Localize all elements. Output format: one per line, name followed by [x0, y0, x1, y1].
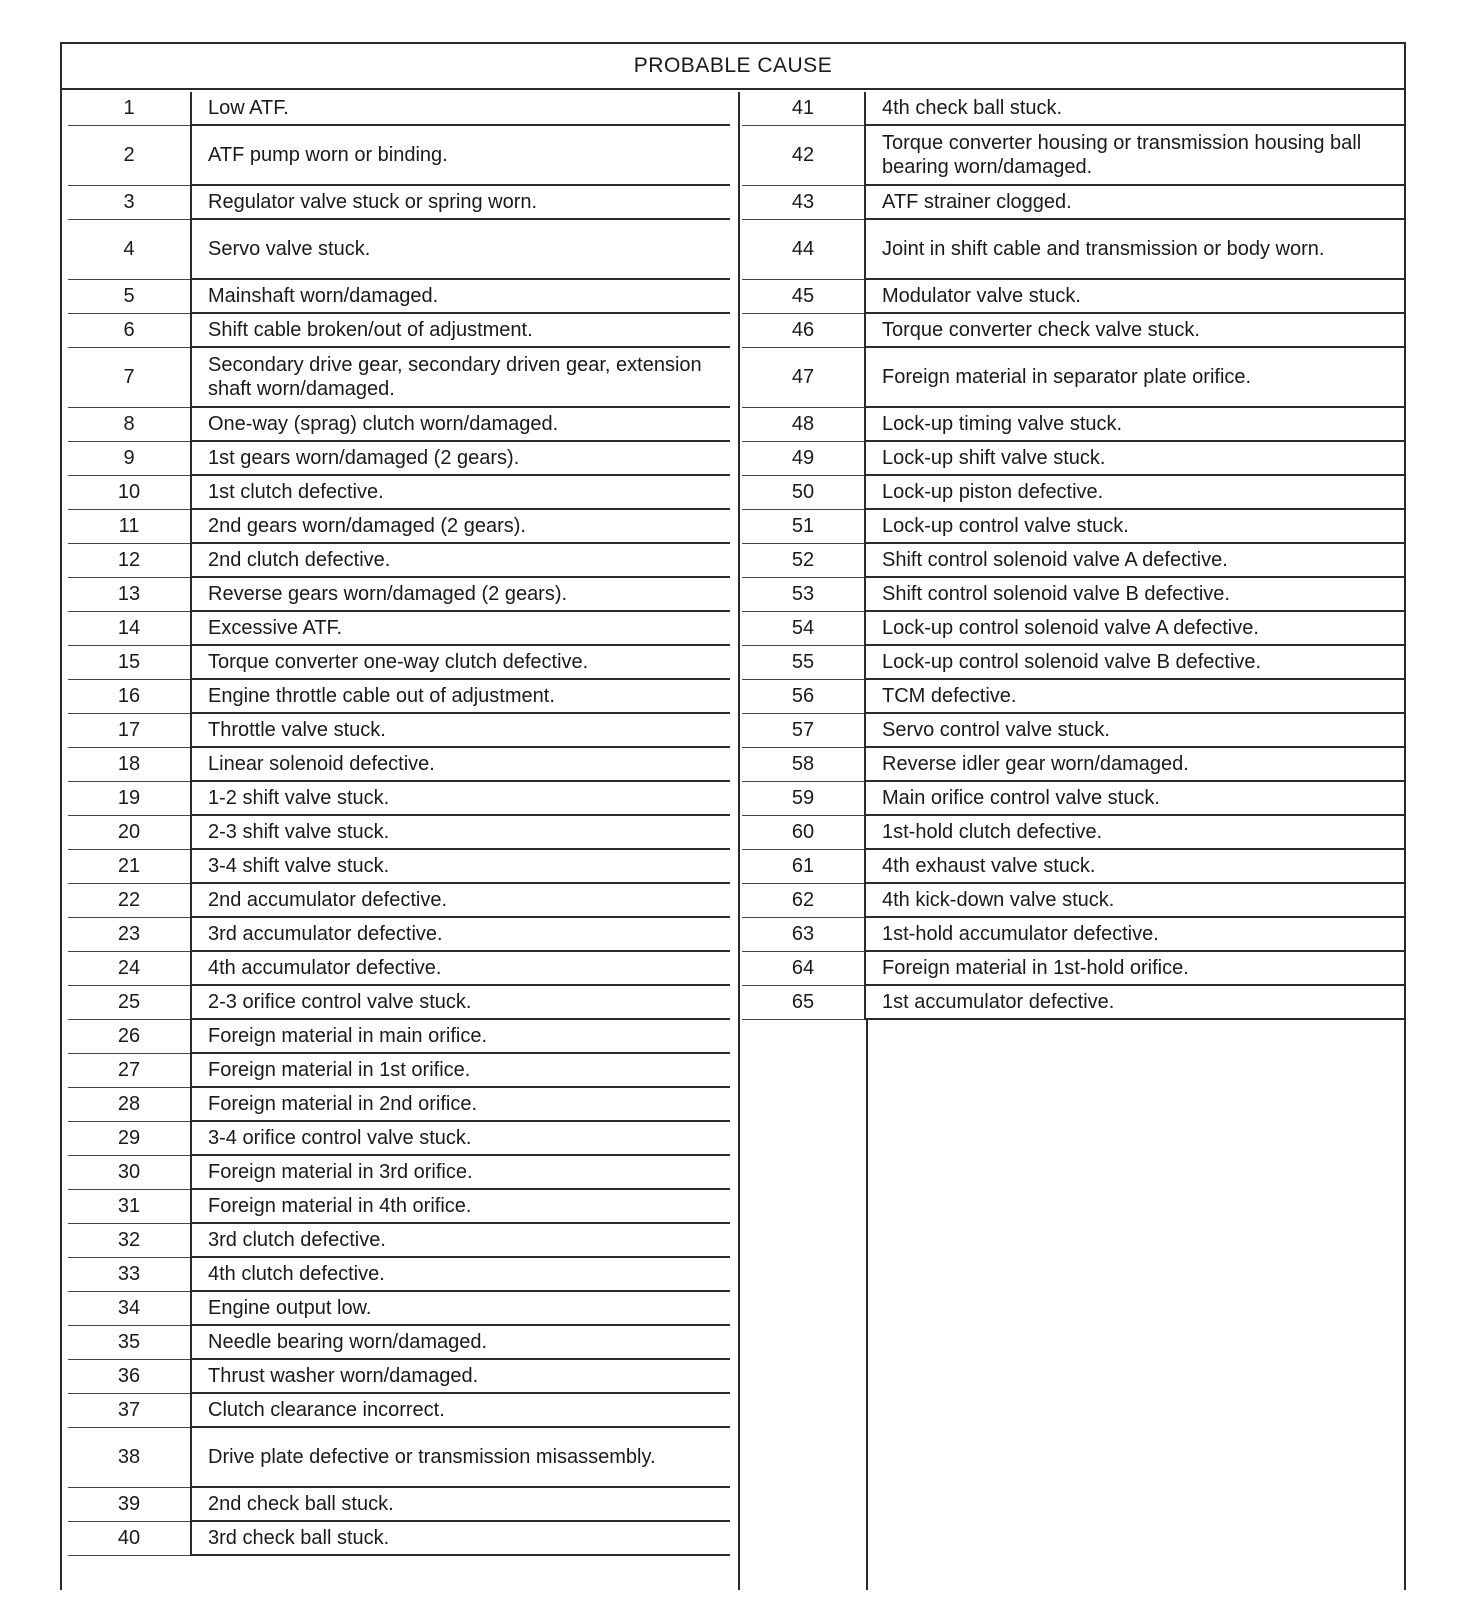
- cause-row: [68, 850, 730, 884]
- cause-number: 64: [742, 952, 864, 986]
- cause-row: [68, 186, 730, 220]
- cause-description: 2nd clutch defective.: [190, 544, 730, 578]
- cause-row: [68, 952, 730, 986]
- cause-description: Servo control valve stuck.: [864, 714, 1406, 748]
- cause-description: 1st clutch defective.: [190, 476, 730, 510]
- cause-row: [742, 884, 1406, 918]
- cause-description: Engine output low.: [190, 1292, 730, 1326]
- left-cause-column: [68, 92, 730, 1590]
- cause-row: [68, 680, 730, 714]
- cause-row: [742, 510, 1406, 544]
- cause-description: ATF pump worn or binding.: [190, 126, 730, 186]
- cause-row: [68, 1326, 730, 1360]
- cause-description: Shift control solenoid valve B defective.: [864, 578, 1406, 612]
- cause-number: 11: [68, 510, 190, 544]
- cause-description: Lock-up piston defective.: [864, 476, 1406, 510]
- cause-number: 60: [742, 816, 864, 850]
- cause-row: [68, 408, 730, 442]
- cause-number: 53: [742, 578, 864, 612]
- cause-number: 61: [742, 850, 864, 884]
- cause-number: 24: [68, 952, 190, 986]
- cause-row: [68, 884, 730, 918]
- cause-description: Regulator valve stuck or spring worn.: [190, 186, 730, 220]
- cause-description: Modulator valve stuck.: [864, 280, 1406, 314]
- cause-row: [68, 578, 730, 612]
- cause-number: 30: [68, 1156, 190, 1190]
- cause-row: [68, 1428, 730, 1488]
- cause-number: 5: [68, 280, 190, 314]
- cause-row: [68, 748, 730, 782]
- cause-number: 3: [68, 186, 190, 220]
- cause-number: 43: [742, 186, 864, 220]
- cause-description: 2-3 orifice control valve stuck.: [190, 986, 730, 1020]
- cause-row: [68, 1122, 730, 1156]
- cause-description: Throttle valve stuck.: [190, 714, 730, 748]
- center-divider: [738, 92, 740, 1590]
- cause-number: 55: [742, 646, 864, 680]
- cause-row: [68, 1360, 730, 1394]
- cause-row: [68, 782, 730, 816]
- cause-row: [68, 918, 730, 952]
- cause-row: [742, 714, 1406, 748]
- cause-row: [68, 314, 730, 348]
- cause-description: Shift control solenoid valve A defective.: [864, 544, 1406, 578]
- cause-description: Reverse idler gear worn/damaged.: [864, 748, 1406, 782]
- cause-description: Foreign material in 3rd orifice.: [190, 1156, 730, 1190]
- cause-number: 12: [68, 544, 190, 578]
- cause-description: 4th check ball stuck.: [864, 92, 1406, 126]
- right-column-divider: [866, 1020, 868, 1590]
- cause-description: Thrust washer worn/damaged.: [190, 1360, 730, 1394]
- cause-description: Foreign material in main orifice.: [190, 1020, 730, 1054]
- cause-row: [742, 348, 1406, 408]
- cause-number: 56: [742, 680, 864, 714]
- cause-number: 39: [68, 1488, 190, 1522]
- cause-row: [68, 646, 730, 680]
- cause-number: 50: [742, 476, 864, 510]
- cause-description: Foreign material in 1st-hold orifice.: [864, 952, 1406, 986]
- cause-description: TCM defective.: [864, 680, 1406, 714]
- cause-description: 4th exhaust valve stuck.: [864, 850, 1406, 884]
- cause-number: 38: [68, 1428, 190, 1488]
- cause-number: 48: [742, 408, 864, 442]
- cause-number: 22: [68, 884, 190, 918]
- cause-description: Clutch clearance incorrect.: [190, 1394, 730, 1428]
- cause-number: 15: [68, 646, 190, 680]
- cause-row: [742, 782, 1406, 816]
- cause-number: 33: [68, 1258, 190, 1292]
- cause-description: Torque converter one-way clutch defective.: [190, 646, 730, 680]
- cause-row: [68, 816, 730, 850]
- cause-number: 65: [742, 986, 864, 1020]
- cause-description: One-way (sprag) clutch worn/damaged.: [190, 408, 730, 442]
- cause-description: Shift cable broken/out of adjustment.: [190, 314, 730, 348]
- cause-number: 21: [68, 850, 190, 884]
- cause-number: 1: [68, 92, 190, 126]
- cause-number: 44: [742, 220, 864, 280]
- cause-description: 2nd check ball stuck.: [190, 1488, 730, 1522]
- cause-number: 52: [742, 544, 864, 578]
- cause-description: 3-4 shift valve stuck.: [190, 850, 730, 884]
- cause-description: 1-2 shift valve stuck.: [190, 782, 730, 816]
- cause-row: [68, 1292, 730, 1326]
- cause-row: [68, 544, 730, 578]
- cause-number: 20: [68, 816, 190, 850]
- cause-description: Torque converter housing or transmission housing ball bearing worn/damaged.: [864, 126, 1406, 186]
- cause-description: 2nd gears worn/damaged (2 gears).: [190, 510, 730, 544]
- cause-row: [742, 408, 1406, 442]
- cause-row: [68, 348, 730, 408]
- cause-row: [742, 816, 1406, 850]
- cause-row: [742, 748, 1406, 782]
- cause-description: 3rd check ball stuck.: [190, 1522, 730, 1556]
- cause-number: 7: [68, 348, 190, 408]
- cause-number: 10: [68, 476, 190, 510]
- cause-row: [68, 1020, 730, 1054]
- cause-row: [742, 986, 1406, 1020]
- cause-description: Low ATF.: [190, 92, 730, 126]
- cause-row: [68, 1522, 730, 1556]
- cause-number: 9: [68, 442, 190, 476]
- cause-number: 26: [68, 1020, 190, 1054]
- cause-description: 1st-hold clutch defective.: [864, 816, 1406, 850]
- cause-row: [742, 476, 1406, 510]
- cause-row: [68, 986, 730, 1020]
- cause-description: 4th accumulator defective.: [190, 952, 730, 986]
- cause-row: [68, 1054, 730, 1088]
- cause-row: [742, 952, 1406, 986]
- cause-number: 58: [742, 748, 864, 782]
- cause-description: Engine throttle cable out of adjustment.: [190, 680, 730, 714]
- cause-description: Excessive ATF.: [190, 612, 730, 646]
- cause-number: 62: [742, 884, 864, 918]
- cause-number: 28: [68, 1088, 190, 1122]
- cause-row: [68, 510, 730, 544]
- cause-description: 1st accumulator defective.: [864, 986, 1406, 1020]
- cause-number: 49: [742, 442, 864, 476]
- cause-number: 41: [742, 92, 864, 126]
- cause-number: 19: [68, 782, 190, 816]
- cause-description: Foreign material in 4th orifice.: [190, 1190, 730, 1224]
- cause-number: 4: [68, 220, 190, 280]
- cause-description: 1st gears worn/damaged (2 gears).: [190, 442, 730, 476]
- cause-number: 34: [68, 1292, 190, 1326]
- table-header: PROBABLE CAUSE: [60, 42, 1406, 90]
- cause-row: [68, 126, 730, 186]
- cause-row: [68, 1224, 730, 1258]
- cause-description: Lock-up control solenoid valve A defective.: [864, 612, 1406, 646]
- cause-row: [68, 1088, 730, 1122]
- cause-number: 2: [68, 126, 190, 186]
- cause-description: 3rd accumulator defective.: [190, 918, 730, 952]
- cause-number: 54: [742, 612, 864, 646]
- cause-number: 45: [742, 280, 864, 314]
- cause-description: Lock-up control solenoid valve B defective.: [864, 646, 1406, 680]
- cause-description: Linear solenoid defective.: [190, 748, 730, 782]
- cause-row: [68, 92, 730, 126]
- cause-description: Foreign material in 2nd orifice.: [190, 1088, 730, 1122]
- cause-number: 40: [68, 1522, 190, 1556]
- cause-row: [68, 220, 730, 280]
- cause-number: 35: [68, 1326, 190, 1360]
- cause-row: [68, 442, 730, 476]
- cause-description: Lock-up shift valve stuck.: [864, 442, 1406, 476]
- cause-description: ATF strainer clogged.: [864, 186, 1406, 220]
- cause-number: 46: [742, 314, 864, 348]
- cause-description: Main orifice control valve stuck.: [864, 782, 1406, 816]
- cause-number: 31: [68, 1190, 190, 1224]
- cause-number: 6: [68, 314, 190, 348]
- cause-description: Joint in shift cable and transmission or body worn.: [864, 220, 1406, 280]
- cause-description: Torque converter check valve stuck.: [864, 314, 1406, 348]
- cause-number: 57: [742, 714, 864, 748]
- cause-number: 8: [68, 408, 190, 442]
- cause-number: 23: [68, 918, 190, 952]
- cause-description: 3-4 orifice control valve stuck.: [190, 1122, 730, 1156]
- cause-number: 47: [742, 348, 864, 408]
- cause-row: [742, 186, 1406, 220]
- cause-row: [742, 442, 1406, 476]
- cause-description: 2-3 shift valve stuck.: [190, 816, 730, 850]
- cause-number: 42: [742, 126, 864, 186]
- cause-row: [742, 918, 1406, 952]
- cause-row: [68, 714, 730, 748]
- cause-number: 63: [742, 918, 864, 952]
- cause-description: Lock-up control valve stuck.: [864, 510, 1406, 544]
- cause-description: Reverse gears worn/damaged (2 gears).: [190, 578, 730, 612]
- cause-row: [742, 92, 1406, 126]
- cause-row: [742, 646, 1406, 680]
- cause-number: 13: [68, 578, 190, 612]
- cause-number: 51: [742, 510, 864, 544]
- cause-row: [742, 314, 1406, 348]
- cause-number: 27: [68, 1054, 190, 1088]
- cause-number: 25: [68, 986, 190, 1020]
- cause-description: 4th kick-down valve stuck.: [864, 884, 1406, 918]
- cause-row: [742, 578, 1406, 612]
- cause-number: 32: [68, 1224, 190, 1258]
- cause-number: 36: [68, 1360, 190, 1394]
- cause-description: Foreign material in separator plate orifice.: [864, 348, 1406, 408]
- cause-row: [68, 1190, 730, 1224]
- cause-description: Drive plate defective or transmission misassembly.: [190, 1428, 730, 1488]
- cause-description: 2nd accumulator defective.: [190, 884, 730, 918]
- cause-row: [742, 126, 1406, 186]
- cause-number: 29: [68, 1122, 190, 1156]
- cause-row: [68, 1394, 730, 1428]
- cause-number: 59: [742, 782, 864, 816]
- cause-row: [742, 220, 1406, 280]
- cause-row: [742, 612, 1406, 646]
- cause-description: 4th clutch defective.: [190, 1258, 730, 1292]
- cause-row: [68, 476, 730, 510]
- cause-description: Needle bearing worn/damaged.: [190, 1326, 730, 1360]
- cause-description: Servo valve stuck.: [190, 220, 730, 280]
- cause-number: 17: [68, 714, 190, 748]
- cause-description: 3rd clutch defective.: [190, 1224, 730, 1258]
- cause-number: 37: [68, 1394, 190, 1428]
- cause-row: [68, 1156, 730, 1190]
- cause-number: 14: [68, 612, 190, 646]
- cause-row: [68, 612, 730, 646]
- cause-description: Secondary drive gear, secondary driven gear, extension shaft worn/damaged.: [190, 348, 730, 408]
- cause-row: [68, 280, 730, 314]
- cause-row: [742, 544, 1406, 578]
- right-cause-column: [742, 92, 1406, 1590]
- cause-row: [742, 280, 1406, 314]
- cause-row: [742, 850, 1406, 884]
- cause-number: 16: [68, 680, 190, 714]
- cause-number: 18: [68, 748, 190, 782]
- cause-description: Lock-up timing valve stuck.: [864, 408, 1406, 442]
- cause-row: [68, 1258, 730, 1292]
- cause-description: Mainshaft worn/damaged.: [190, 280, 730, 314]
- cause-row: [742, 680, 1406, 714]
- cause-description: Foreign material in 1st orifice.: [190, 1054, 730, 1088]
- cause-description: 1st-hold accumulator defective.: [864, 918, 1406, 952]
- cause-row: [68, 1488, 730, 1522]
